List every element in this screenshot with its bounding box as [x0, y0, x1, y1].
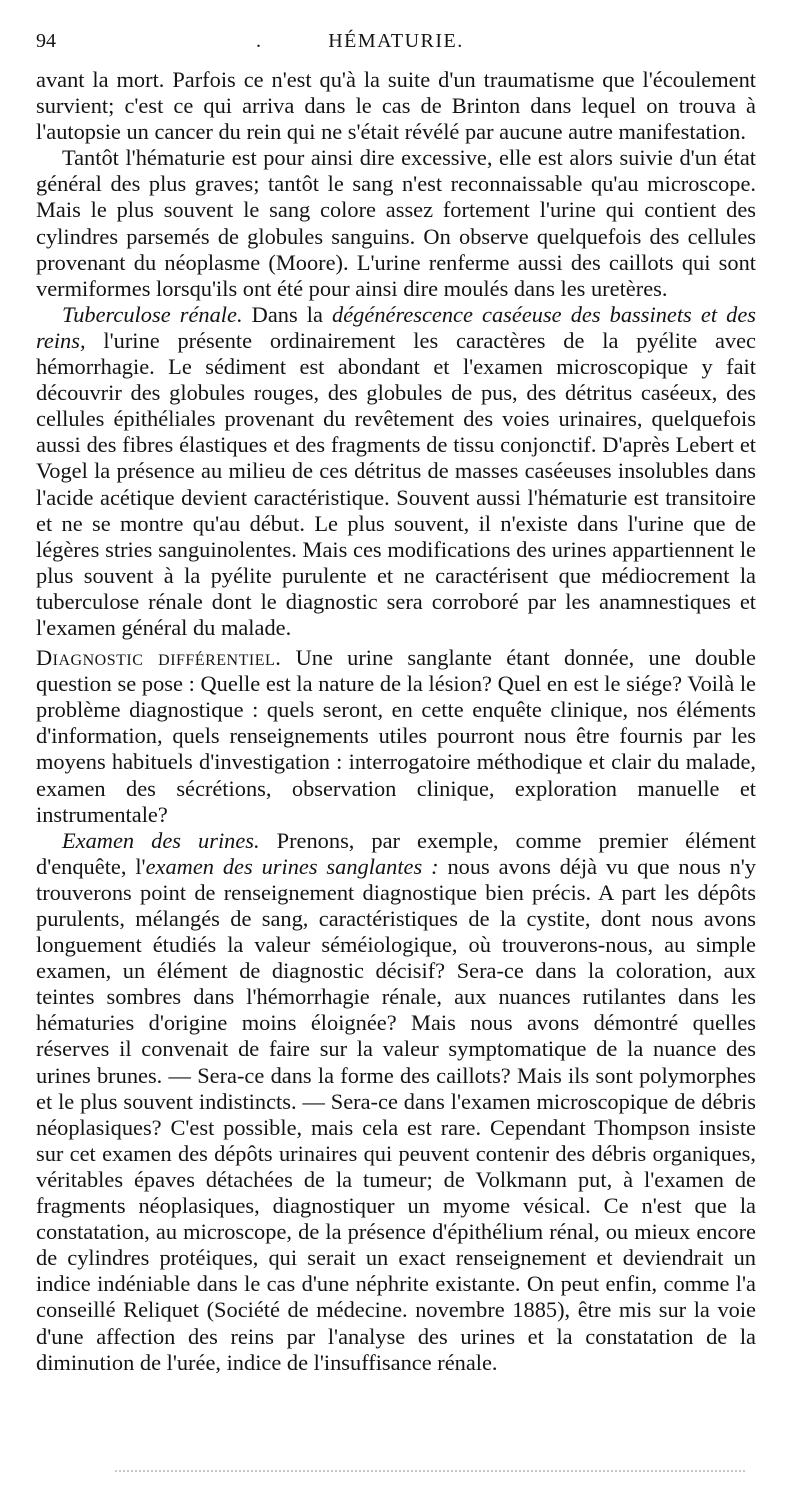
paragraph-text: Prenons, par exemple, comme premier élément d'enquête, l'	[36, 827, 756, 879]
emphasis-text: examen des urines sanglantes :	[145, 853, 439, 879]
paragraph-examen-urines	[36, 828, 756, 1376]
page-body	[36, 67, 756, 1376]
page-header	[36, 30, 756, 60]
running-title	[36, 30, 756, 53]
section-heading-examen: Examen des urines.	[62, 827, 260, 853]
paragraph-text: Dans la	[242, 301, 333, 327]
page-number: 94	[36, 30, 56, 52]
section-heading-tuberculose: Tuberculose rénale.	[62, 301, 243, 327]
header-dot: .	[256, 30, 263, 52]
section-heading-diagnostic: Diagnostic différentiel.	[36, 645, 282, 671]
paragraph-hematuria-intensity: Tantôt l'hématurie est pour ainsi dire excessive, elle est alors suivie d'un état général des plus graves; tantôt le sang n'est reconnaissable qu'au microscope. Mais le plus souvent le sang colore assez fortement l'urine qui contient des cylindres parsemés de globules sanguins. On observe quelquefois des cellules provenant du néoplasme (Moore). L'urine renferme aussi des caillots qui sont vermiformes lorsqu'ils ont été pour ainsi dire moulés dans les uretères.	[36, 145, 756, 301]
running-title-text: HÉMATURIE.	[328, 30, 464, 52]
paragraph-text: l'urine présente ordinairement les caractères de la pyélite avec hémorrhagie. Le sédiment est abondant et l'examen microscopique y fait découvrir des globules rouges, des globules de pus, des détritus caséeux, des cellules épithéliales provenant du revêtement des voies urinaires, quelquefois aussi des fibres élastiques et des fragments de tissu conjonctif. D'après Lebert et Vogel la présence au milieu de ces détritus de masses caséeuses insolubles dans l'acide acétique devient caractéristique. Souvent aussi l'hématurie est transitoire et ne se montre qu'au début. Le plus souvent, il n'existe dans l'urine que de légères stries sanguinolentes. Mais ces modifications des urines appartiennent le plus souvent à la pyélite purulente et ne caractérisent que médiocrement la tuberculose rénale dont le diagnostic sera corroboré par les anamnestiques et l'examen général du malade.	[36, 327, 756, 640]
emphasis-text: dégénérescence caséeuse des bassinets et des reins,	[36, 301, 756, 353]
paragraph-continuation: avant la mort. Parfois ce n'est qu'à la suite d'un traumatisme que l'écoulement survient; c'est ce qui arriva dans le cas de Brinton dans lequel on trouva à l'autopsie un cancer du rein qui ne s'était révélé par aucune autre manifestation.	[36, 67, 756, 145]
paragraph-text: nous avons déjà vu que nous n'y trouverons point de renseignement diagnostique bien précis. A part les dépôts purulents, mélangés de sang, caractéristiques de la cystite, dont nous avons longuement étudiés la valeur séméiologique, où trouverons-nous, au simple examen, un élément de diagnostic décisif? Sera-ce dans la coloration, aux teintes sombres dans l'hémorrhagie rénale, aux nuances rutilantes dans les hématuries d'origine moins éloignée? Mais nous avons démontré quelles réserves il convenait de faire sur la valeur symptomatique de la nuance des urines brunes. — Sera-ce dans la forme des caillots? Mais ils sont polymorphes et le plus souvent indistincts. — Sera-ce dans l'examen microscopique de débris néoplasiques? C'est possible, mais cela est rare. Cependant Thompson insiste sur cet examen des dépôts urinaires qui peuvent contenir des débris organiques, véritables épaves détachées de la tumeur; de Volkmann put, à l'examen de fragments néoplasiques, diagnostiquer un myome vésical. Ce n'est que la constatation, au microscope, de la présence d'épithélium rénal, ou mieux encore de cylindres protéiques, qui serait un exact renseignement et deviendrait un indice indéniable dans le cas d'une néphrite existante. On peut enfin, comme l'a conseillé Reliquet (Société de médecine. novembre 1885), être mis sur la voie d'une affection des reins par l'analyse des urines et la constatation de la diminution de l'urée, indice de l'insuffisance rénale.	[36, 853, 756, 1375]
paragraph-diagnostic-differentiel	[36, 645, 756, 828]
paragraph-text: Une urine sanglante étant donnée, une double question se pose : Quelle est la nature de la lésion? Quel en est le siége? Voilà le problème diagnostique : quels seront, en cette enquête clinique, nos éléments d'information, quels renseignements utiles pourront nous être fournis par les moyens habituels d'investigation : interrogatoire méthodique et clair du malade, examen des sécrétions, observation clinique, exploration manuelle et instrumentale?	[36, 645, 756, 827]
paragraph-tuberculose-renale	[36, 302, 756, 641]
footer-bleed-through	[115, 1470, 745, 1472]
